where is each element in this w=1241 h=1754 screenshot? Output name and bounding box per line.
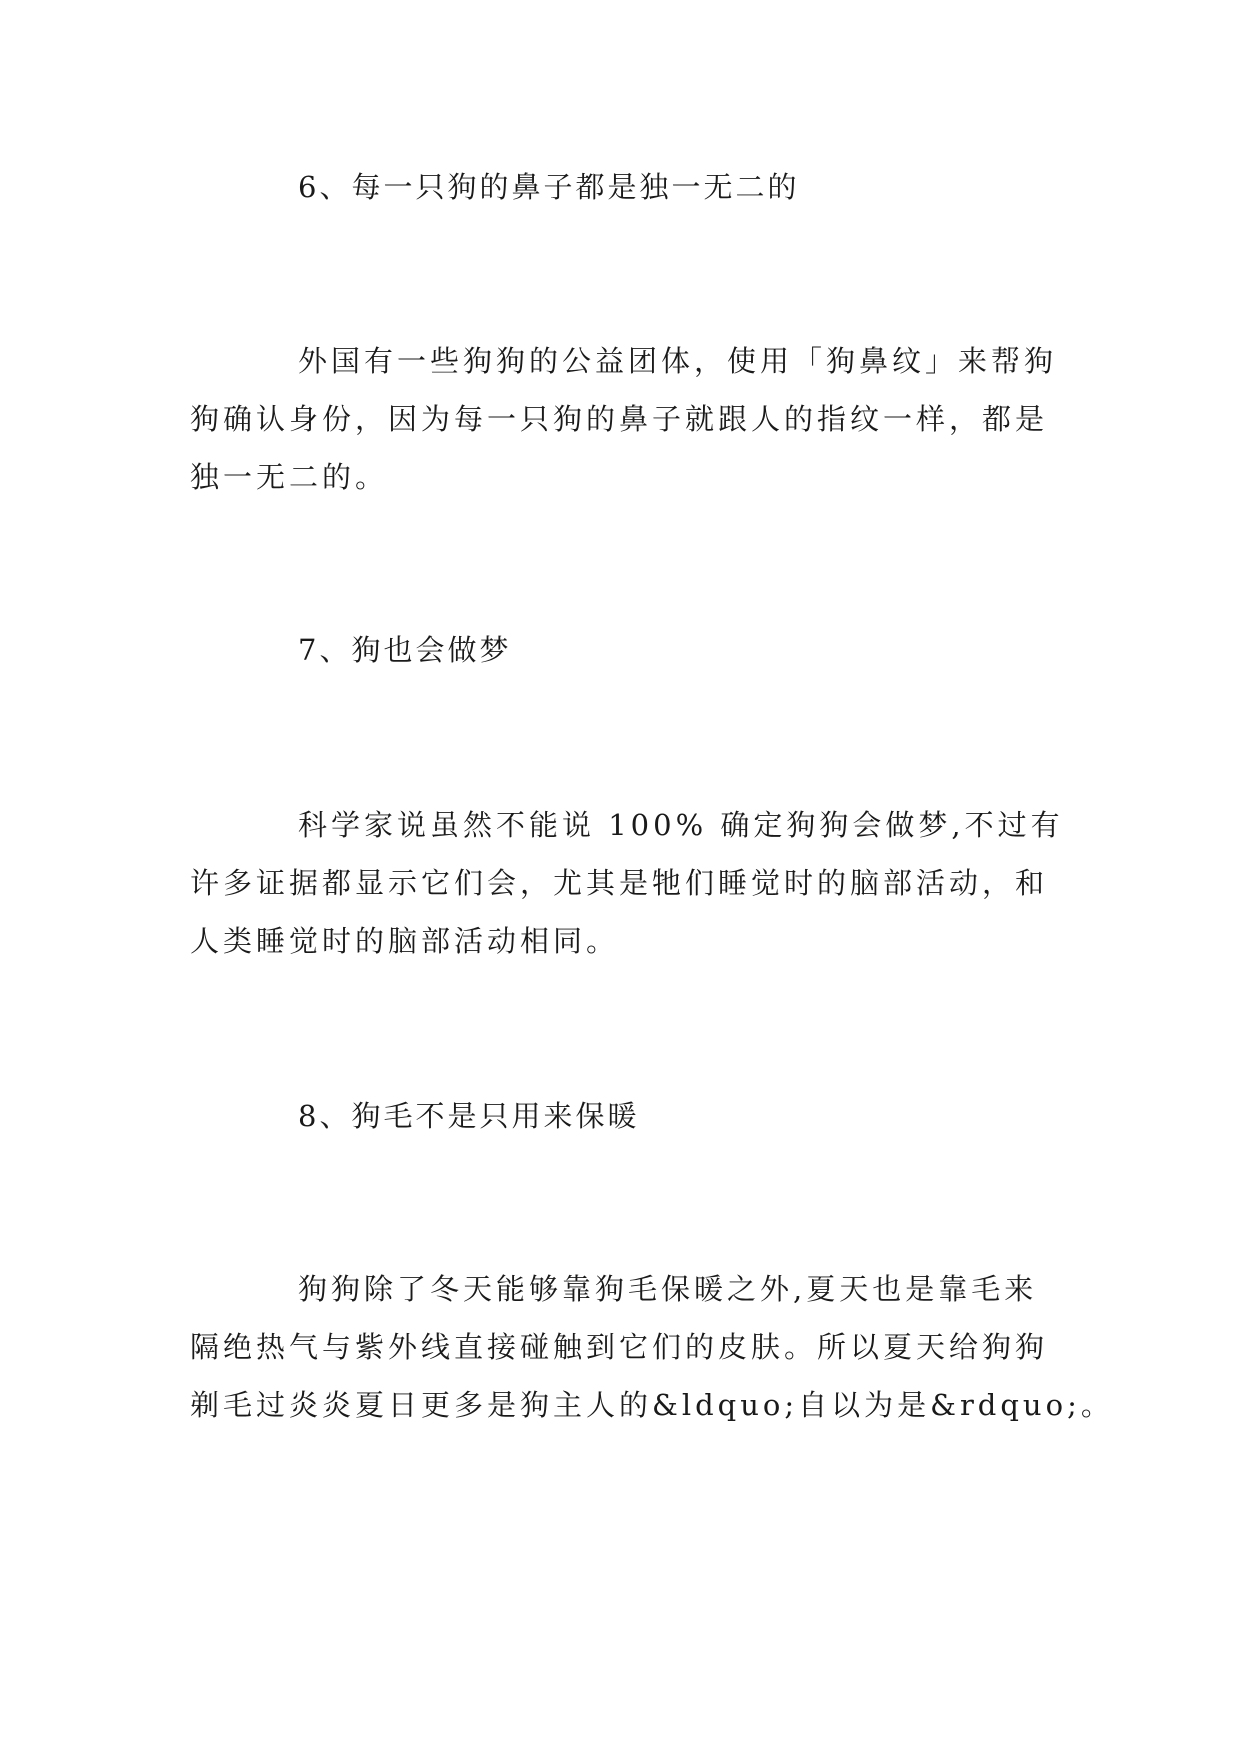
paragraph-line: 狗确认身份，因为每一只狗的鼻子就跟人的指纹一样，都是 xyxy=(190,402,1049,436)
paragraph-line: 剃毛过炎炎夏日更多是狗主人的&ldquo;自以为是&rdquo;。 xyxy=(190,1388,1114,1422)
paragraph-line: 科学家说虽然不能说 100% 确定狗狗会做梦,不过有 xyxy=(298,808,1064,842)
paragraph-line: 隔绝热气与紫外线直接碰触到它们的皮肤。所以夏天给狗狗 xyxy=(190,1330,1049,1364)
paragraph-line: 许多证据都显示它们会，尤其是牠们睡觉时的脑部活动，和 xyxy=(190,866,1049,900)
paragraph-line: 人类睡觉时的脑部活动相同。 xyxy=(190,924,620,958)
section-paragraph-6 xyxy=(190,332,1060,506)
paragraph-line: 狗狗除了冬天能够靠狗毛保暖之外,夏天也是靠毛来 xyxy=(298,1272,1038,1306)
section-heading-6: 6、每一只狗的鼻子都是独一无二的 xyxy=(298,170,800,204)
section-heading-8: 8、狗毛不是只用来保暖 xyxy=(298,1099,640,1133)
section-paragraph-8 xyxy=(190,1260,1114,1434)
paragraph-line: 外国有一些狗狗的公益团体，使用「狗鼻纹」来帮狗 xyxy=(298,344,1058,378)
paragraph-line: 独一无二的。 xyxy=(190,460,389,494)
section-heading-7: 7、狗也会做梦 xyxy=(298,633,512,667)
section-paragraph-7 xyxy=(190,796,1064,970)
